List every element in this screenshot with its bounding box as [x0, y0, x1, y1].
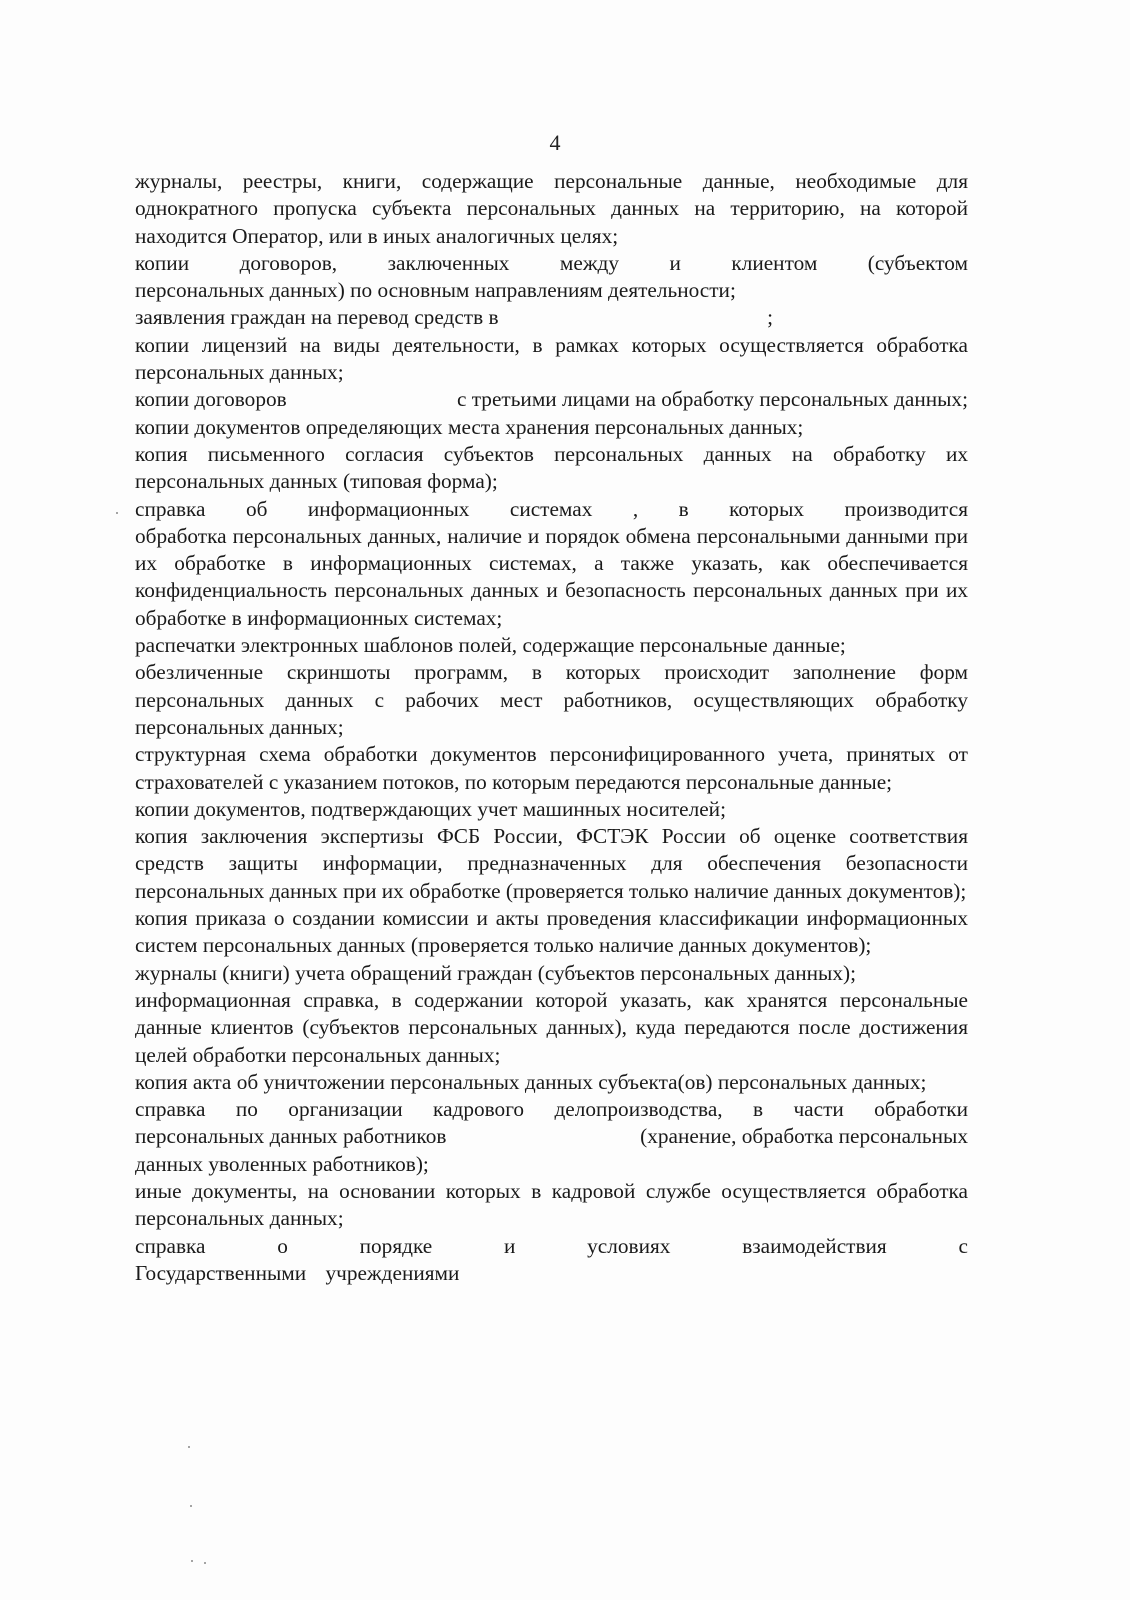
list-item	[135, 386, 968, 413]
document-body	[135, 168, 968, 1287]
list-item	[135, 250, 968, 305]
item-continuation: данных уволенных работников);	[135, 1151, 429, 1176]
scan-speck	[191, 1560, 193, 1562]
word: и	[669, 250, 681, 275]
list-item: журналы (книги) учета обращений граждан (субъектов персональных данных);	[135, 960, 856, 985]
item-continuation: персональных данных) по основным направлениям деятельности;	[135, 278, 736, 303]
word: с	[958, 1233, 968, 1258]
list-item: копии документов определяющих места хранения персональных данных;	[135, 414, 804, 439]
list-item: обезличенные скриншоты программ, в которых происходит заполнение форм персональных данных с рабочих мест работников, осуществляющих обработку персональных данных;	[135, 660, 968, 739]
word: взаимодействия	[742, 1233, 887, 1258]
list-item: копия приказа о создании комиссии и акты проведения классификации информационных систем персональных данных (проверяется только наличие данных документов);	[135, 906, 968, 958]
scan-speck	[190, 1505, 192, 1507]
word: (субъектом	[867, 250, 968, 275]
word: системах	[509, 496, 593, 521]
list-item: иные документы, на основании которых в кадровой службе осуществляется обработка персональных данных;	[135, 1178, 968, 1231]
scan-speck	[204, 1562, 206, 1564]
list-item: журналы, реестры, книги, содержащие персональные данные, необходимые для однократного пропуска субъекта персональных данных на территорию, на которой находится Оператор, или в иных аналогичных целях;	[135, 169, 968, 248]
item-text: заявления граждан на перевод средств в	[135, 305, 499, 330]
scan-speck	[116, 512, 118, 514]
justified-line	[135, 1123, 968, 1150]
list-item	[135, 304, 968, 331]
page-number: 4	[549, 130, 561, 155]
word: копии	[135, 250, 190, 275]
word: в	[678, 496, 689, 521]
word: условиях	[587, 1233, 671, 1258]
item-text: персональных данных работников	[135, 1124, 447, 1149]
word: справка	[135, 496, 206, 521]
item-continuation: обработка персональных данных, наличие и порядок обмена персональными данными при их обработке в информационных системах, а также указать, как обеспечивается конфиденциальность персональных данных и безопасность персональных данных при их обработке в информационных системах;	[135, 523, 968, 630]
word: договоров,	[239, 250, 338, 275]
word: и	[504, 1233, 516, 1258]
word: порядке	[359, 1233, 433, 1258]
list-item	[135, 1233, 968, 1288]
list-item: копии документов, подтверждающих учет машинных носителей;	[135, 796, 726, 821]
item-continuation: Государственными учреждениями	[135, 1260, 460, 1285]
list-item: копия акта об уничтожении персональных данных субъекта(ов) персональных данных;	[135, 1069, 927, 1094]
item-first-line: справка по организации кадрового делопроизводства, в части обработки	[135, 1097, 968, 1122]
list-item: структурная схема обработки документов персонифицированного учета, принятых от страхователей с указанием потоков, по которым передаются персональные данные;	[135, 742, 968, 794]
list-item	[135, 1096, 968, 1178]
word: об	[245, 496, 268, 521]
list-item	[135, 496, 968, 632]
list-item: копия письменного согласия субъектов персональных данных на обработку их персональных данных (типовая форма);	[135, 441, 968, 494]
list-item: копии лицензий на виды деятельности, в рамках которых осуществляется обработка персональных данных;	[135, 332, 968, 385]
word: информационных	[307, 496, 470, 521]
list-item: распечатки электронных шаблонов полей, содержащие персональные данные;	[135, 633, 846, 658]
list-item: копия заключения экспертизы ФСБ России, ФСТЭК России об оценке соответствия средств защиты информации, предназначенных для обеспечения безопасности персональных данных при их обработке (проверяется только наличие данных документов);	[135, 824, 968, 903]
list-item: информационная справка, в содержании которой указать, как хранятся персональные данные клиентов (субъектов персональных данных), куда передаются после достижения целей обработки персональных данных;	[135, 987, 968, 1067]
justified-line	[135, 496, 968, 523]
word: производится	[844, 496, 968, 521]
item-text: с третьими лицами на обработку персональных данных;	[456, 387, 968, 412]
word: клиентом	[731, 250, 818, 275]
item-text: копии договоров	[135, 387, 287, 412]
item-terminator: ;	[767, 305, 773, 330]
word: которых	[729, 496, 805, 521]
word: о	[277, 1233, 288, 1258]
word: заключенных	[387, 250, 510, 275]
scan-speck	[188, 1446, 190, 1448]
justified-line	[135, 250, 968, 277]
word: между	[559, 250, 620, 275]
word: ,	[632, 496, 639, 521]
item-text: (хранение, обработка персональных	[640, 1124, 968, 1149]
word: справка	[135, 1233, 206, 1258]
justified-line	[135, 1233, 968, 1260]
